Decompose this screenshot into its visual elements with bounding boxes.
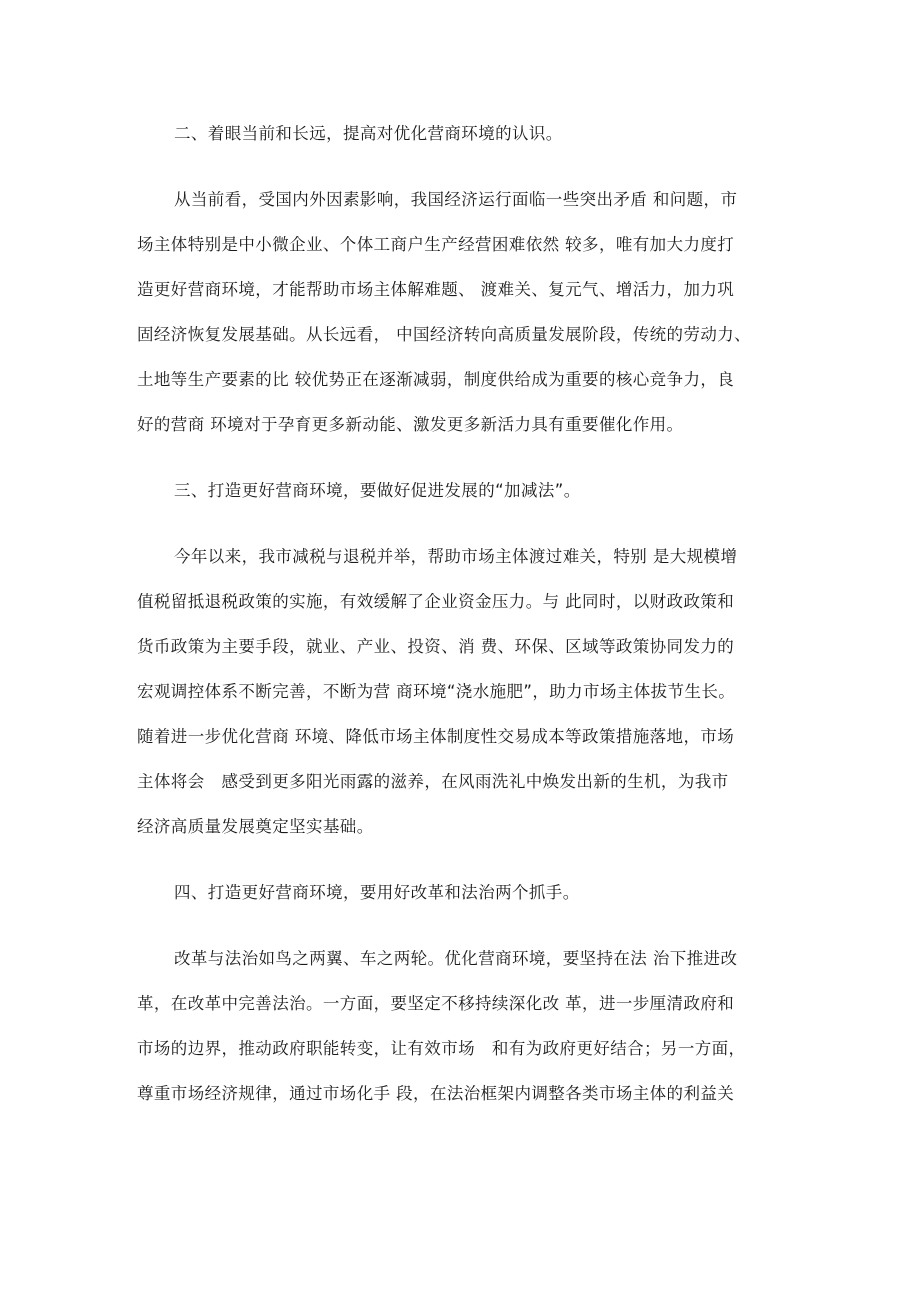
section-heading-4: 四、打造更好营商环境，要用好改革和法治两个抓手。 xyxy=(174,883,580,902)
paragraph-line: 改革与法治如鸟之两翼、车之两轮。优化营商环境，要坚持在法 治下推进改 xyxy=(174,949,738,968)
paragraph-line: 革，在改革中完善法治。一方面，要坚定不移持续深化改 革，进一步厘清政府和 xyxy=(137,994,735,1013)
section-heading-3: 三、打造更好营商环境，要做好促进发展的“加减法”。 xyxy=(174,481,581,500)
paragraph-line: 土地等生产要素的比 较优势正在逐渐减弱，制度供给成为重要的核心竞争力，良 xyxy=(137,370,735,389)
paragraph-line: 尊重市场经济规律，通过市场化手 段，在法治框架内调整各类市场主体的利益关 xyxy=(137,1084,735,1103)
paragraph-line: 今年以来，我市减税与退税并举，帮助市场主体渡过难关，特别 是大规模增 xyxy=(174,547,738,566)
section-heading-2: 二、着眼当前和长远，提高对优化营商环境的认识。 xyxy=(174,124,563,143)
paragraph-line: 宏观调控体系不断完善，不断为营 商环境“浇水施肥”，助力市场主体拔节生长。 xyxy=(137,682,736,701)
paragraph-line: 好的营商 环境对于孕育更多新动能、激发更多新活力具有重要催化作用。 xyxy=(137,415,684,434)
paragraph-line: 固经济恢复发展基础。从长远看， 中国经济转向高质量发展阶段，传统的劳动力、 xyxy=(137,325,752,344)
paragraph-line: 货币政策为主要手段，就业、产业、投资、消 费、环保、区域等政策协同发力的 xyxy=(137,637,735,656)
paragraph-line: 值税留抵退税政策的实施，有效缓解了企业资金压力。与 此同时，以财政政策和 xyxy=(137,592,735,611)
paragraph-line: 从当前看，受国内外因素影响，我国经济运行面临一些突出矛盾 和问题，市 xyxy=(174,190,738,209)
paragraph-line: 主体将会 感受到更多阳光雨露的滋养，在风雨洗礼中焕发出新的生机，为我市 xyxy=(137,772,729,791)
paragraph-line: 造更好营商环境，才能帮助市场主体解难题、 渡难关、复元气、增活力，加力巩 xyxy=(137,280,735,299)
paragraph-line: 经济高质量发展奠定坚实基础。 xyxy=(137,817,374,836)
paragraph-line: 场主体特别是中小微企业、个体工商户生产经营困难依然 较多，唯有加大力度打 xyxy=(137,235,735,254)
paragraph-line: 随着进一步优化营商 环境、降低市场主体制度性交易成本等政策措施落地，市场 xyxy=(137,727,735,746)
paragraph-line: 市场的边界，推动政府职能转变，让有效市场 和有为政府更好结合；另一方面， xyxy=(137,1039,746,1058)
